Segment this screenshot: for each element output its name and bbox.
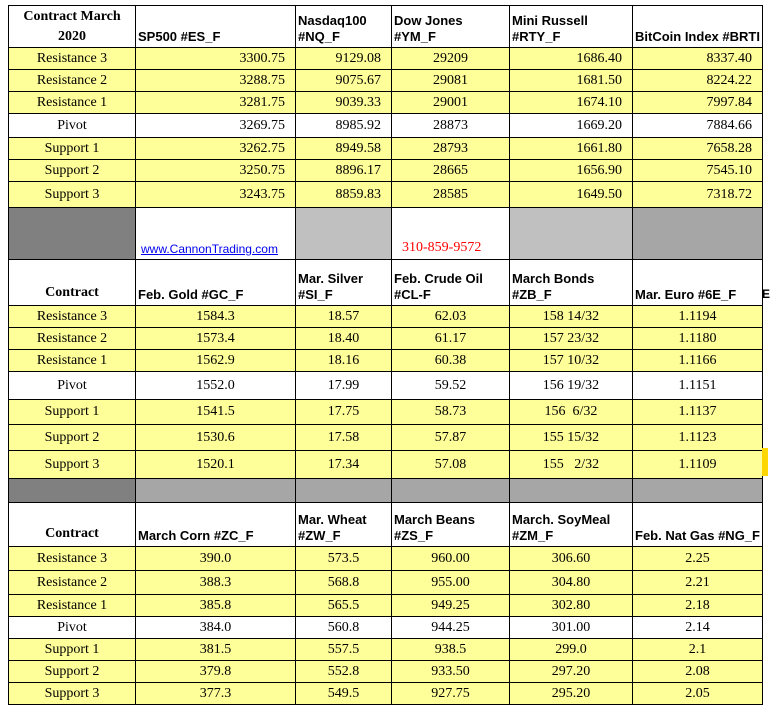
cell: 57.08 [392, 451, 510, 479]
cell: 2.08 [633, 661, 763, 683]
cell: 1584.3 [136, 306, 296, 328]
website-link[interactable]: www.CannonTrading.com [141, 242, 278, 256]
cell: 1669.20 [510, 114, 633, 138]
cell: 62.03 [392, 306, 510, 328]
table-row [9, 617, 763, 639]
separator-cell [9, 208, 136, 260]
phone-cell [392, 208, 510, 260]
cell: 3288.75 [136, 70, 296, 92]
section3-header-contract: Contract [9, 503, 136, 547]
cell: 18.40 [296, 328, 392, 350]
cell: 384.0 [136, 617, 296, 639]
separator-cell [510, 208, 633, 260]
separator-row [9, 479, 763, 503]
section3-header-col2: Mar. Wheat #ZW_F [296, 503, 392, 547]
cell: 7658.28 [633, 138, 763, 160]
section3-header-col5: Feb. Nat Gas #NG_F [633, 503, 763, 547]
cell: 1552.0 [136, 372, 296, 400]
cell: 2.14 [633, 617, 763, 639]
section1-header-col1: SP500 #ES_F [136, 6, 296, 48]
cell: 1541.5 [136, 400, 296, 425]
cell: 8896.17 [296, 160, 392, 182]
table-row [9, 328, 763, 350]
row-label: Support 2 [9, 425, 136, 451]
section1-header-row [9, 6, 763, 48]
cell: 960.00 [392, 547, 510, 571]
cell: 7545.10 [633, 160, 763, 182]
section3-header-col3: March Beans #ZS_F [392, 503, 510, 547]
cell: 18.57 [296, 306, 392, 328]
cell: 568.8 [296, 571, 392, 595]
row-label: Resistance 1 [9, 92, 136, 114]
row-label: Resistance 3 [9, 48, 136, 70]
cell: 1649.50 [510, 182, 633, 208]
section1-header-contract: Contract March 2020 [9, 6, 136, 48]
table-row [9, 70, 763, 92]
row-label: Support 1 [9, 639, 136, 661]
section1-header-col2: Nasdaq100 #NQ_F [296, 6, 392, 48]
row-label: Support 1 [9, 138, 136, 160]
cell: 29001 [392, 92, 510, 114]
cell: 7884.66 [633, 114, 763, 138]
cell: 1.1194 [633, 306, 763, 328]
section3-header-col1: March Corn #ZC_F [136, 503, 296, 547]
edge-letter: E [762, 287, 770, 301]
row-label: Pivot [9, 617, 136, 639]
cell: 29209 [392, 48, 510, 70]
separator-cell [633, 479, 763, 503]
row-label: Support 1 [9, 400, 136, 425]
cell: 549.5 [296, 683, 392, 705]
cell: 1573.4 [136, 328, 296, 350]
row-label: Resistance 3 [9, 547, 136, 571]
cell: 155 15/32 [510, 425, 633, 451]
cell: 2.25 [633, 547, 763, 571]
cell: 9039.33 [296, 92, 392, 114]
cell: 379.8 [136, 661, 296, 683]
section2-header-row [9, 260, 763, 306]
cell: 2.1 [633, 639, 763, 661]
cell: 3250.75 [136, 160, 296, 182]
row-label: Resistance 2 [9, 571, 136, 595]
cell: 933.50 [392, 661, 510, 683]
cell: 59.52 [392, 372, 510, 400]
cell: 1530.6 [136, 425, 296, 451]
cell: 565.5 [296, 595, 392, 617]
cell: 8224.22 [633, 70, 763, 92]
row-label: Pivot [9, 372, 136, 400]
separator-row [9, 208, 763, 260]
cell: 301.00 [510, 617, 633, 639]
cell: 1.1166 [633, 350, 763, 372]
table-row [9, 114, 763, 138]
cell: 28793 [392, 138, 510, 160]
row-label: Support 3 [9, 182, 136, 208]
table-row [9, 639, 763, 661]
table-row [9, 350, 763, 372]
cell: 2.18 [633, 595, 763, 617]
section1-header-col5: BitCoin Index #BRTI [633, 6, 763, 48]
cell: 377.3 [136, 683, 296, 705]
cell: 8337.40 [633, 48, 763, 70]
cell: 949.25 [392, 595, 510, 617]
cell: 156 19/32 [510, 372, 633, 400]
separator-cell [296, 208, 392, 260]
cell: 297.20 [510, 661, 633, 683]
cell: 157 10/32 [510, 350, 633, 372]
row-label: Support 2 [9, 160, 136, 182]
section2-header-col2: Mar. Silver #SI_F [296, 260, 392, 306]
cell: 304.80 [510, 571, 633, 595]
section2-header-col5: Mar. Euro #6E_F [633, 260, 763, 306]
cell: 2.21 [633, 571, 763, 595]
separator-cell [136, 479, 296, 503]
cell: 306.60 [510, 547, 633, 571]
separator-cell [392, 479, 510, 503]
cell: 944.25 [392, 617, 510, 639]
cell: 299.0 [510, 639, 633, 661]
table-row [9, 661, 763, 683]
edge-highlight [762, 448, 768, 476]
cell: 1562.9 [136, 350, 296, 372]
cell: 552.8 [296, 661, 392, 683]
cell: 3243.75 [136, 182, 296, 208]
pivot-levels-table [8, 5, 763, 705]
cell: 7318.72 [633, 182, 763, 208]
table-row [9, 547, 763, 571]
table-row [9, 372, 763, 400]
cell: 560.8 [296, 617, 392, 639]
cell: 1520.1 [136, 451, 296, 479]
cell: 1661.80 [510, 138, 633, 160]
table-row [9, 48, 763, 70]
section2-header-col1: Feb. Gold #GC_F [136, 260, 296, 306]
cell: 9075.67 [296, 70, 392, 92]
section1-header-col3: Dow Jones #YM_F [392, 6, 510, 48]
table-row [9, 683, 763, 705]
cell: 388.3 [136, 571, 296, 595]
table-row [9, 400, 763, 425]
cell: 381.5 [136, 639, 296, 661]
cell: 61.17 [392, 328, 510, 350]
table-row [9, 160, 763, 182]
cell: 156 6/32 [510, 400, 633, 425]
table-row [9, 425, 763, 451]
cell: 158 14/32 [510, 306, 633, 328]
cell: 1.1123 [633, 425, 763, 451]
section2-header-contract: Contract [9, 260, 136, 306]
cell: 17.58 [296, 425, 392, 451]
cell: 28873 [392, 114, 510, 138]
cell: 295.20 [510, 683, 633, 705]
cell: 390.0 [136, 547, 296, 571]
section1-header-col4: Mini Russell #RTY_F [510, 6, 633, 48]
section2-header-col4: March Bonds #ZB_F [510, 260, 633, 306]
row-label: Support 3 [9, 451, 136, 479]
cell: 18.16 [296, 350, 392, 372]
cell: 9129.08 [296, 48, 392, 70]
cell: 7997.84 [633, 92, 763, 114]
cell: 573.5 [296, 547, 392, 571]
row-label: Resistance 2 [9, 70, 136, 92]
cell: 385.8 [136, 595, 296, 617]
cell: 57.87 [392, 425, 510, 451]
separator-cell [9, 479, 136, 503]
cell: 1.1137 [633, 400, 763, 425]
cell: 938.5 [392, 639, 510, 661]
website-cell [136, 208, 296, 260]
cell: 157 23/32 [510, 328, 633, 350]
cell: 58.73 [392, 400, 510, 425]
table-row [9, 451, 763, 479]
cell: 8949.58 [296, 138, 392, 160]
row-label: Resistance 1 [9, 595, 136, 617]
cell: 17.34 [296, 451, 392, 479]
row-label: Pivot [9, 114, 136, 138]
table-row [9, 138, 763, 160]
cell: 3269.75 [136, 114, 296, 138]
cell: 955.00 [392, 571, 510, 595]
cell: 17.75 [296, 400, 392, 425]
row-label: Resistance 3 [9, 306, 136, 328]
cell: 927.75 [392, 683, 510, 705]
cell: 3300.75 [136, 48, 296, 70]
cell: 3281.75 [136, 92, 296, 114]
phone-number: 310-859-9572 [402, 240, 482, 255]
cell: 1656.90 [510, 160, 633, 182]
cell: 28665 [392, 160, 510, 182]
table-row [9, 595, 763, 617]
table-row [9, 92, 763, 114]
section3-header-col4: March. SoyMeal #ZM_F [510, 503, 633, 547]
cell: 29081 [392, 70, 510, 92]
separator-cell [633, 208, 763, 260]
table-row [9, 182, 763, 208]
section3-header-row [9, 503, 763, 547]
cell: 1681.50 [510, 70, 633, 92]
row-label: Support 2 [9, 661, 136, 683]
row-label: Resistance 2 [9, 328, 136, 350]
section2-header-col3: Feb. Crude Oil #CL-F [392, 260, 510, 306]
cell: 60.38 [392, 350, 510, 372]
cell: 302.80 [510, 595, 633, 617]
cell: 1686.40 [510, 48, 633, 70]
cell: 155 2/32 [510, 451, 633, 479]
cell: 557.5 [296, 639, 392, 661]
cell: 1.1109 [633, 451, 763, 479]
row-label: Support 3 [9, 683, 136, 705]
cell: 8859.83 [296, 182, 392, 208]
row-label: Resistance 1 [9, 350, 136, 372]
cell: 2.05 [633, 683, 763, 705]
cell: 1674.10 [510, 92, 633, 114]
cell: 1.1180 [633, 328, 763, 350]
separator-cell [296, 479, 392, 503]
separator-cell [510, 479, 633, 503]
table-row [9, 306, 763, 328]
cell: 1.1151 [633, 372, 763, 400]
table-row [9, 571, 763, 595]
cell: 28585 [392, 182, 510, 208]
cell: 17.99 [296, 372, 392, 400]
cell: 8985.92 [296, 114, 392, 138]
cell: 3262.75 [136, 138, 296, 160]
